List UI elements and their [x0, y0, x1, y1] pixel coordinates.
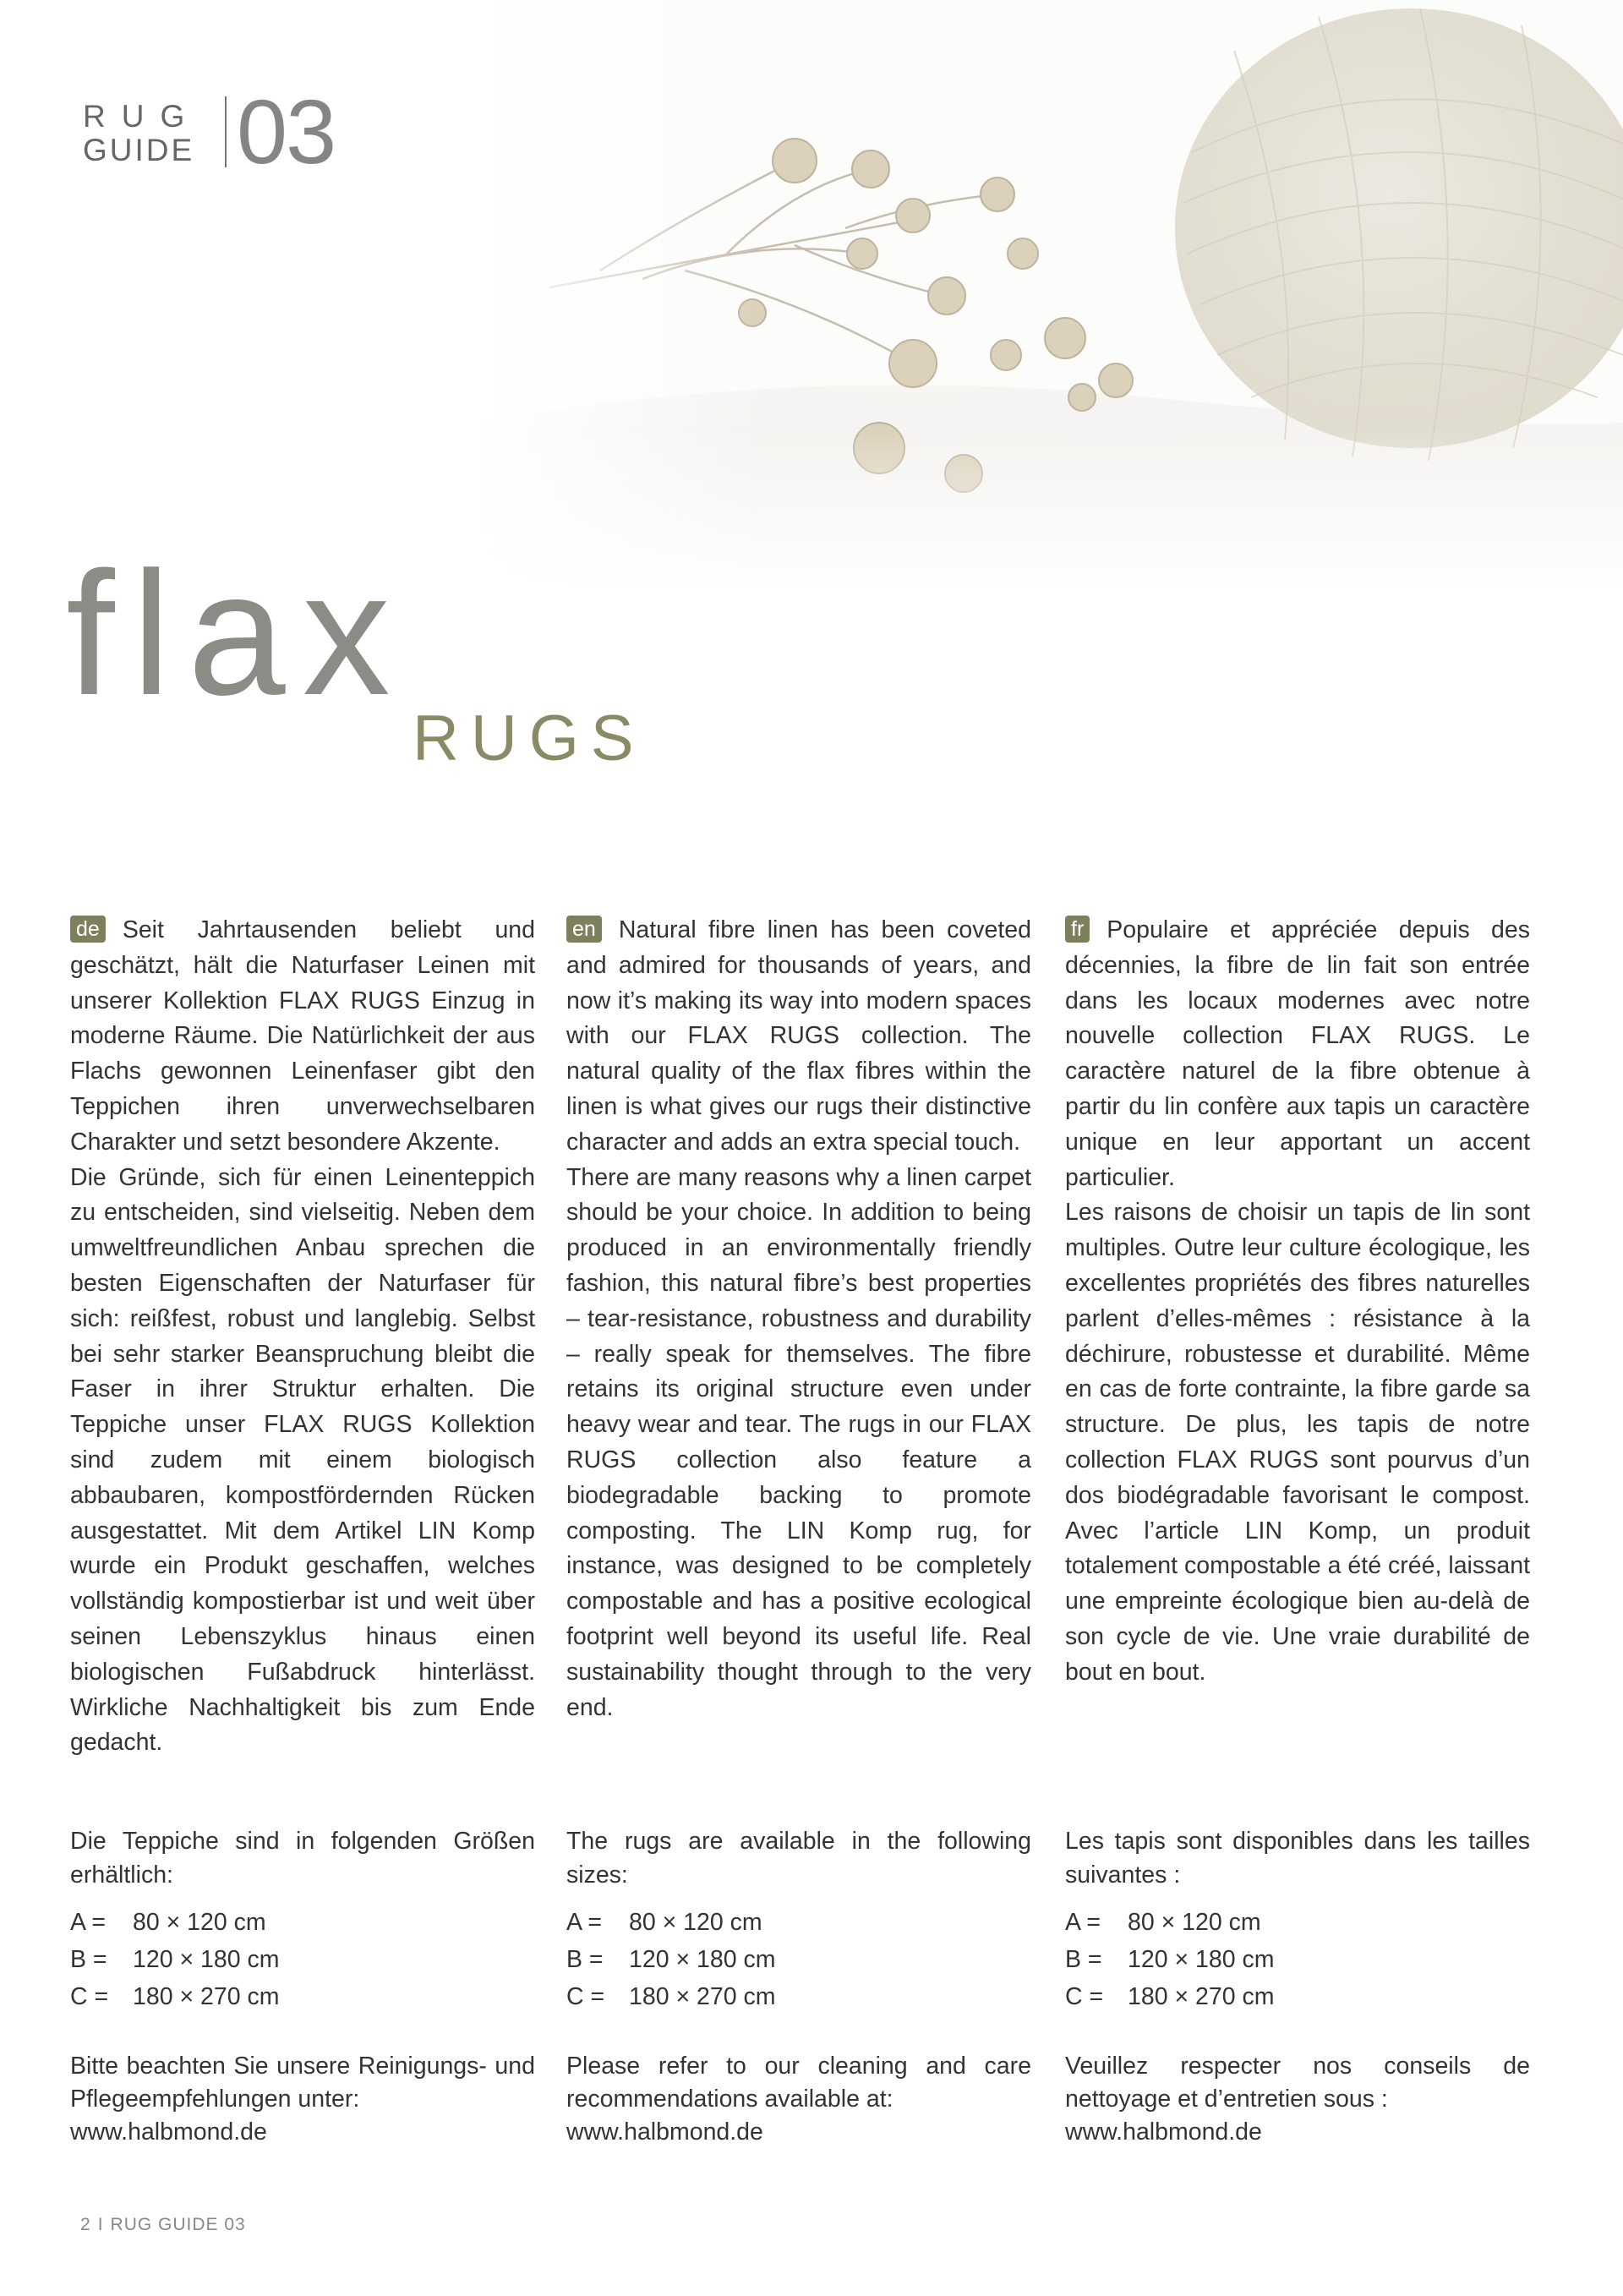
- care-de: [70, 2050, 535, 2149]
- hero-flax-image: [473, 0, 1623, 592]
- page-number: 2: [80, 2215, 91, 2234]
- en-paragraph-2: There are many reasons why a linen carpet should be your choice. In addition to being produced in an environmentally friendly fashion, this natural fibre’s best properties – tear-resistance, robustness and durability – really speak for themselves. The fibre retains its original structure even under heavy wear and tear. The rugs in our FLAX RUGS collection also feature a biodegradable backing to promote composting. The LIN Komp rug, for instance, was designed to be completely compostable and has a positive ecological footprint well beyond its useful life. Real sustainability thought through to the very end.: [566, 1163, 1031, 1721]
- size-value: 180 × 270 cm: [629, 1983, 776, 2010]
- en-paragraph-1: [566, 913, 1031, 1161]
- badge-issue-number: 03: [237, 80, 336, 183]
- sizes-intro-en: The rugs are available in the following sizes:: [566, 1828, 1031, 1889]
- column-de: [70, 913, 535, 1761]
- size-value: 80 × 120 cm: [133, 1909, 266, 1936]
- size-key: B =: [70, 1946, 107, 1973]
- footer-label: RUG GUIDE 03: [110, 2215, 246, 2234]
- care-text-en: Please refer to our cleaning and care recommendations available at:: [566, 2053, 1031, 2113]
- size-key: A =: [70, 1909, 106, 1936]
- size-value: 120 × 180 cm: [1128, 1946, 1275, 1973]
- fr-paragraph-1: [1065, 913, 1530, 1195]
- lang-badge-en: en: [566, 916, 602, 943]
- sizes-intro-fr: Les tapis sont disponibles dans les tailles suivantes :: [1065, 1828, 1530, 1889]
- sizes-de: [70, 1824, 535, 2015]
- size-key: C =: [566, 1983, 605, 2010]
- size-key: A =: [1065, 1909, 1101, 1936]
- size-row: [70, 1941, 535, 1978]
- fr-paragraph-2: Les raisons de choisir un tapis de lin sont multiples. Outre leur culture écologique, les excellentes propriétés des fibres naturelles parlent d’elles-mêmes : résistance à la déchirure, robustesse et durabilité. Même en cas de forte contrainte, la fibre garde sa structure. De plus, les tapis de notre collection FLAX RUGS sont pourvus d’un dos biodégradable favorisant le compost. Avec l’article LIN Komp, un produit totalement compostable a été créé, laissant une empreinte écologique bien au-delà de son cycle de vie. Une vraie durabilité de bout en bout.: [1065, 1199, 1530, 1686]
- title-rugs: RUGS: [413, 702, 646, 774]
- size-row: [1065, 1978, 1530, 2015]
- lang-badge-fr: fr: [1065, 916, 1090, 943]
- de-paragraph-2: Die Gründe, sich für einen Leinenteppich zu entscheiden, sind vielseitig. Neben dem umweltfreundlichen Anbau sprechen die besten Eigenschaften der Naturfaser für sich: reißfest, robust und langlebig. Selbst bei sehr starker Beanspruchung bleibt die Faser in ihrer Struktur erhalten. Die Teppiche unser FLAX RUGS Kollektion sind zudem mit einem biologisch abbaubaren, kompostfördernden Rücken ausgestattet. Mit dem Artikel LIN Komp wurde ein Produkt geschaffen, welches vollständig kompostierbar ist und weit über seinen Lebenszyklus hinaus einen biologischen Fußabdruck hinterlässt. Wirkliche Nachhaltigkeit bis zum Ende gedacht.: [70, 1163, 535, 1757]
- badge-guide-text: GUIDE: [83, 133, 195, 167]
- care-link-fr[interactable]: www.halbmond.de: [1065, 2118, 1262, 2146]
- size-row: [566, 1978, 1031, 2015]
- care-text-de: Bitte beachten Sie unsere Reinigungs- und Pflegeempfehlungen unter:: [70, 2053, 535, 2113]
- column-fr: [1065, 913, 1530, 1691]
- care-fr: [1065, 2050, 1530, 2149]
- care-en: [566, 2050, 1031, 2149]
- title-flax: flax: [66, 536, 407, 732]
- size-value: 120 × 180 cm: [133, 1946, 280, 1973]
- column-en: [566, 913, 1031, 1725]
- de-paragraph-1: [70, 913, 535, 1161]
- size-value: 180 × 270 cm: [133, 1983, 280, 2010]
- size-value: 80 × 120 cm: [629, 1909, 762, 1936]
- badge-rug-text: RUG: [83, 99, 201, 134]
- sizes-en: [566, 1824, 1031, 2015]
- de-intro-text: Seit Jahrtausenden beliebt und geschätzt, hält die Naturfaser Leinen mit unserer Kollektion FLAX RUGS Einzug in moderne Räume. Die Natürlichkeit der aus Flachs gewonnen Leinenfaser gibt den Teppichen ihren unverwechselbaren Charakter und setzt besondere Akzente.: [70, 916, 535, 1156]
- en-intro-text: Natural fibre linen has been coveted and admired for thousands of years, and now it’s making its way into modern spaces with our FLAX RUGS collection. The natural quality of the flax fibres within the linen is what gives our rugs their distinctive character and adds an extra special touch.: [566, 916, 1031, 1156]
- size-row: [566, 1941, 1031, 1978]
- size-key: C =: [70, 1983, 109, 2010]
- size-key: B =: [1065, 1946, 1102, 1973]
- fr-intro-text: Populaire et appréciée depuis des décennies, la fibre de lin fait son entrée dans les locaux modernes avec notre nouvelle collection FLAX RUGS. Le caractère naturel de la fibre obtenue à partir du lin confère aux tapis un caractère unique en leur apportant un accent particulier.: [1065, 916, 1530, 1191]
- size-key: C =: [1065, 1983, 1104, 2010]
- size-row: [70, 1978, 535, 2015]
- care-text-fr: Veuillez respecter nos conseils de nettoyage et d’entretien sous :: [1065, 2053, 1530, 2113]
- size-value: 120 × 180 cm: [629, 1946, 776, 1973]
- sizes-intro-de: Die Teppiche sind in folgenden Größen erhältlich:: [70, 1828, 535, 1889]
- size-value: 80 × 120 cm: [1128, 1909, 1261, 1936]
- rug-guide-badge: [83, 80, 370, 183]
- size-row: [566, 1904, 1031, 1941]
- badge-divider: [225, 96, 227, 167]
- footer-separator: I: [97, 2215, 104, 2234]
- care-link-en[interactable]: www.halbmond.de: [566, 2118, 763, 2146]
- size-value: 180 × 270 cm: [1128, 1983, 1275, 2010]
- size-key: B =: [566, 1946, 604, 1973]
- size-row: [1065, 1941, 1530, 1978]
- lang-badge-de: de: [70, 916, 106, 943]
- size-row: [1065, 1904, 1530, 1941]
- sizes-fr: [1065, 1824, 1530, 2015]
- size-key: A =: [566, 1909, 602, 1936]
- size-row: [70, 1904, 535, 1941]
- care-link-de[interactable]: www.halbmond.de: [70, 2118, 267, 2146]
- page-footer: [80, 2215, 246, 2235]
